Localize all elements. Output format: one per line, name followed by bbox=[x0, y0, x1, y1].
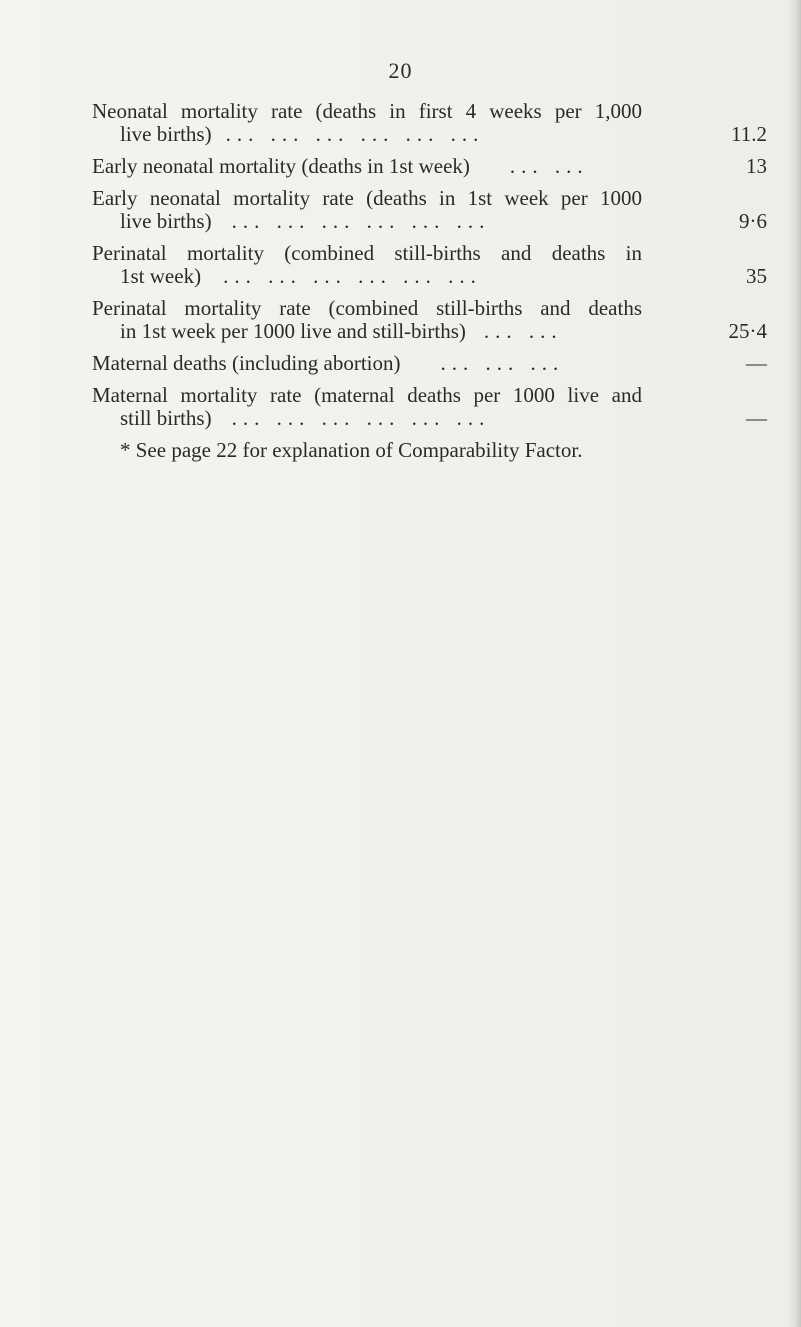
stat-row-perinatal-mortality-rate bbox=[92, 297, 767, 343]
stat-label-line: Perinatal mortality (combined still-births and deaths in bbox=[92, 241, 642, 265]
stat-value: 11.2 bbox=[731, 122, 767, 146]
stat-label-line: Early neonatal mortality (deaths in 1st week) bbox=[92, 154, 470, 178]
dot-leader: ... ... ... ... ... ... bbox=[223, 264, 482, 288]
stat-label-line: Maternal mortality rate (maternal deaths per 1000 live and bbox=[92, 383, 642, 407]
stat-value: 25·4 bbox=[728, 319, 767, 343]
stat-row-neonatal-mortality-rate bbox=[92, 100, 767, 146]
dot-leader: ... ... ... ... ... ... bbox=[231, 209, 491, 233]
stat-label-line: in 1st week per 1000 live and still-births) bbox=[120, 319, 466, 343]
stat-label-line: still births) bbox=[120, 406, 212, 430]
footnote: * See page 22 for explanation of Comparability Factor. bbox=[120, 438, 583, 462]
dot-leader: ... ... ... ... ... ... bbox=[225, 122, 485, 146]
stat-label-line: live births) bbox=[120, 209, 212, 233]
stat-label-line: Maternal deaths (including abortion) bbox=[92, 351, 401, 375]
statistics-list bbox=[92, 100, 767, 462]
stat-row-maternal-deaths bbox=[92, 352, 767, 375]
stat-value: 13 bbox=[746, 154, 767, 178]
page-number: 20 bbox=[388, 58, 413, 83]
stat-label-line: 1st week) bbox=[120, 264, 202, 288]
stat-label-line: Perinatal mortality rate (combined still-births and deaths bbox=[92, 296, 642, 320]
page-edge-shadow bbox=[787, 0, 801, 1327]
stat-row-perinatal-mortality bbox=[92, 242, 767, 288]
dot-leader: ... ... ... ... ... ... bbox=[231, 406, 491, 430]
dot-leader: ... ... bbox=[509, 154, 589, 178]
stat-row-early-neonatal-mortality bbox=[92, 155, 767, 178]
stat-value: — bbox=[746, 406, 767, 430]
stat-label-line: Early neonatal mortality rate (deaths in 1st week per 1000 bbox=[92, 186, 642, 210]
dot-leader: ... ... ... bbox=[440, 351, 565, 375]
stat-value: 9·6 bbox=[739, 209, 767, 233]
stat-value: 35 bbox=[746, 264, 767, 288]
stat-label-line: Neonatal mortality rate (deaths in first 4 weeks per 1,000 bbox=[92, 99, 642, 123]
dot-leader: ... ... bbox=[483, 319, 563, 343]
stat-row-early-neonatal-mortality-rate bbox=[92, 187, 767, 233]
stat-row-maternal-mortality-rate bbox=[92, 384, 767, 430]
stat-value: — bbox=[746, 351, 767, 375]
stat-label-line: live births) bbox=[120, 122, 212, 146]
